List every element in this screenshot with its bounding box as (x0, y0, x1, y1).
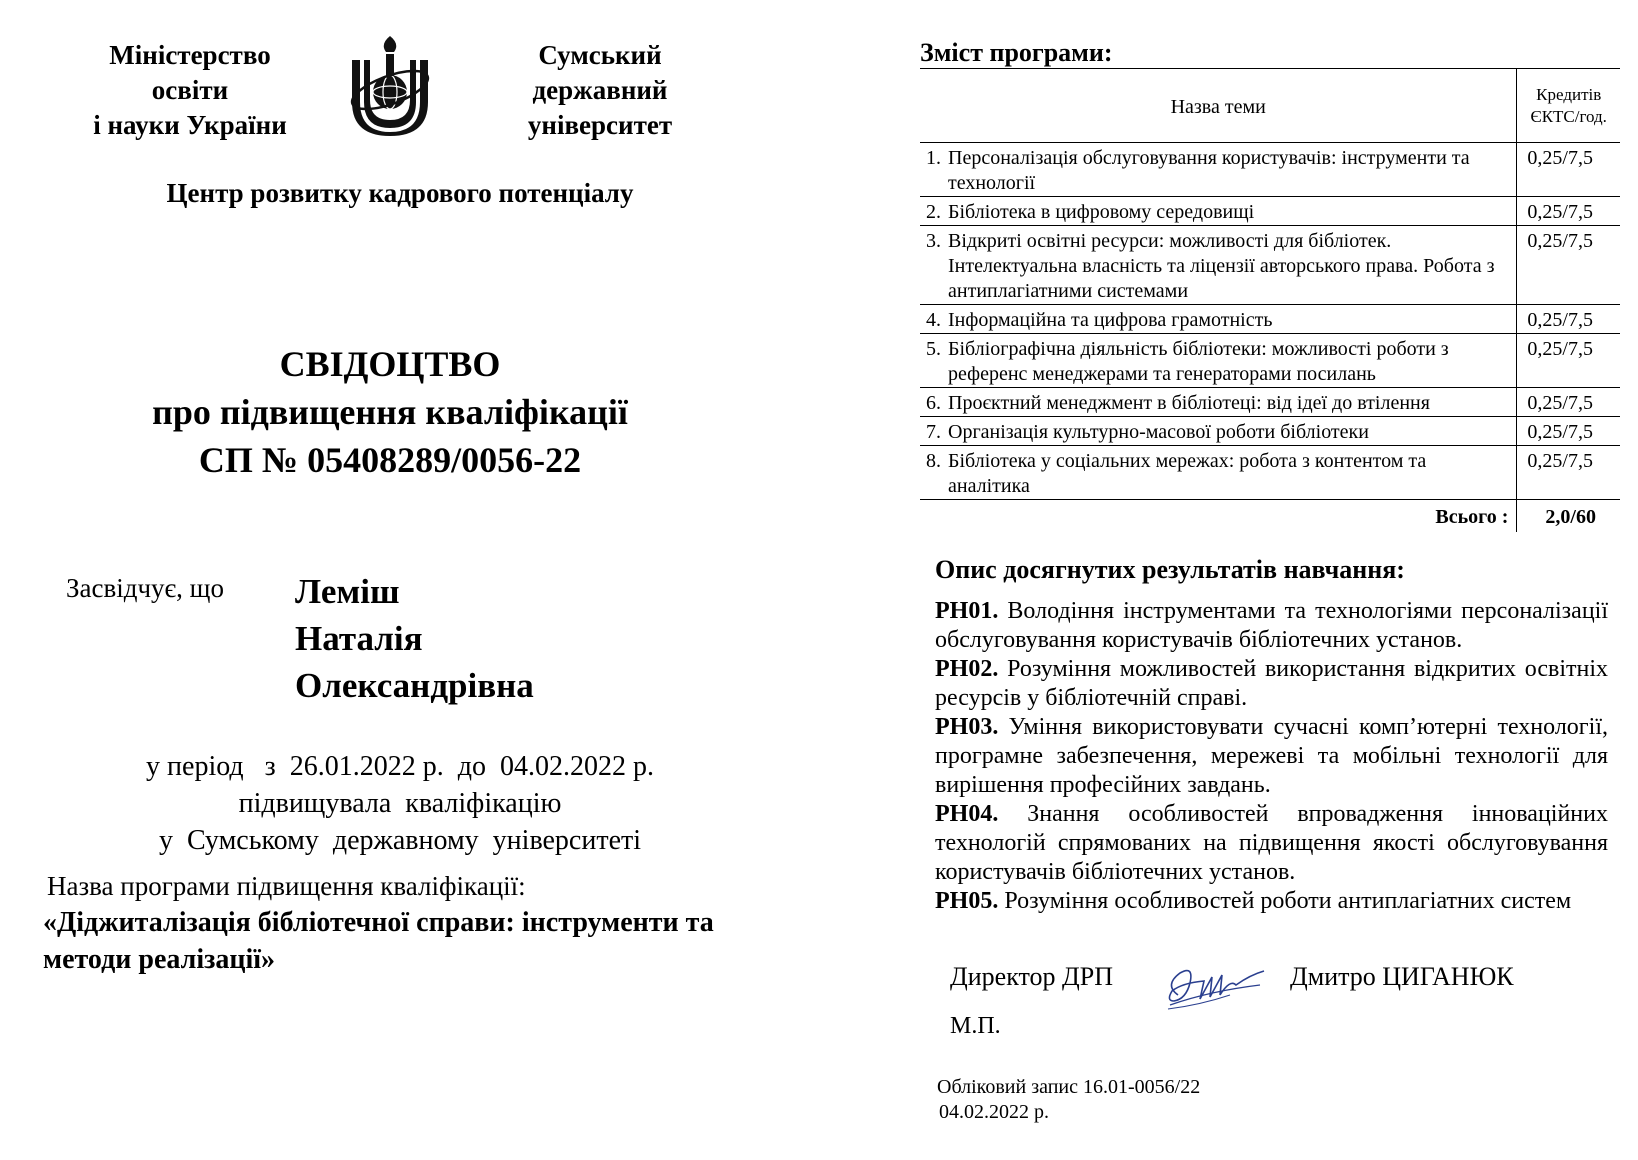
holder-first-name: Наталія (295, 619, 423, 658)
column-header-credits: Кредитів ЄКТС/год. (1517, 69, 1620, 143)
certificate-heading (60, 340, 720, 484)
topic-credits: 0,25/7,5 (1517, 143, 1620, 197)
holder-surname: Леміш (295, 572, 400, 611)
certificate-number: СП № 05408289/0056-22 (198, 440, 582, 480)
result-text: Володіння інструментами та технологіями персоналізації обслуговування користувачів бібліотечних установ. (935, 598, 1608, 653)
certificate-title: СВІДОЦТВО (279, 344, 501, 384)
topic-title: Інформаційна та цифрова грамотність (948, 309, 1273, 331)
record-number: Обліковий запис 16.01-0056/22 (937, 1076, 1201, 1098)
result-text: Уміння використовувати сучасні комп’ютерні технології, програмне забезпечення, мережеві та мобільні технології для вирішення професійних завдань. (935, 714, 1608, 798)
result-item (935, 800, 1608, 887)
total-value: 2,0/60 (1517, 500, 1620, 533)
result-code: РН01. (935, 598, 999, 624)
topic-number: 1. (926, 147, 941, 169)
university-logo-icon (340, 32, 440, 142)
column-header-topic: Назва теми (920, 69, 1517, 143)
period-action: підвищувала кваліфікацію (238, 788, 562, 819)
topic-title: Персоналізація обслуговування користувачів: інструменти та технології (948, 147, 1470, 194)
contents-table (920, 68, 1620, 532)
program-name: «Діджиталізація бібліотечної справи: інструменти та методи реалізації» (43, 907, 714, 975)
topic-number: 4. (926, 309, 941, 331)
university-name: Сумський державний університет (527, 40, 673, 140)
table-row (920, 143, 1620, 197)
result-item (935, 887, 1608, 916)
result-text: Знання особливостей впровадження інноваційних технологій спрямованих на підвищення якості обслуговування користувачів бібліотечних установ. (935, 801, 1608, 885)
ministry-name: Міністерство освіти і науки України (93, 40, 287, 140)
result-item (935, 597, 1608, 655)
certificate-subtitle: про підвищення кваліфікації (152, 392, 628, 432)
result-text: Розуміння можливостей використання відкритих освітніх ресурсів у бібліотечній справі. (935, 656, 1608, 711)
results-title: Опис досягнутих результатів навчання: (935, 555, 1405, 584)
results-list (935, 597, 1608, 916)
table-row (920, 446, 1620, 500)
topic-credits: 0,25/7,5 (1517, 388, 1620, 417)
result-code: РН05. (935, 888, 999, 914)
result-code: РН04. (935, 801, 999, 827)
certify-label: Засвідчує, що (66, 573, 224, 603)
topic-credits: 0,25/7,5 (1517, 417, 1620, 446)
topic-title: Бібліотека у соціальних мережах: робота з контентом та аналітика (948, 450, 1427, 497)
topic-credits: 0,25/7,5 (1517, 446, 1620, 500)
topic-number: 5. (926, 338, 941, 360)
topic-credits: 0,25/7,5 (1517, 226, 1620, 305)
table-row (920, 197, 1620, 226)
table-row (920, 334, 1620, 388)
result-code: РН03. (935, 714, 999, 740)
topic-title: Організація культурно-масової роботи бібліотеки (948, 421, 1369, 443)
topic-credits: 0,25/7,5 (1517, 334, 1620, 388)
topic-title: Проєктний менеджмент в бібліотеці: від ідеї до втілення (948, 392, 1430, 414)
result-item (935, 655, 1608, 713)
topic-number: 3. (926, 230, 941, 252)
result-code: РН02. (935, 656, 999, 682)
topic-number: 8. (926, 450, 941, 472)
topic-number: 7. (926, 421, 941, 443)
topic-credits: 0,25/7,5 (1517, 305, 1620, 334)
director-name: Дмитро ЦИГАНЮК (1290, 962, 1514, 991)
topic-number: 2. (926, 201, 941, 223)
holder-name (295, 568, 534, 709)
period-dates: у період з 26.01.2022 р. до 04.02.2022 р. (146, 751, 654, 782)
topic-credits: 0,25/7,5 (1517, 197, 1620, 226)
signature-icon (1160, 955, 1270, 1015)
training-period (80, 748, 720, 859)
holder-patronymic: Олександрівна (295, 666, 534, 705)
stamp-place: М.П. (950, 1013, 1001, 1039)
table-row (920, 417, 1620, 446)
topic-title: Бібліографічна діяльність бібліотеки: можливості роботи з референс менеджерами та генераторами посилань (948, 338, 1449, 385)
table-row (920, 305, 1620, 334)
topic-title: Відкриті освітні ресурси: можливості для бібліотек. Інтелектуальна власність та ліцензії авторського права. Робота з антиплагіатними системами (948, 230, 1495, 302)
contents-title: Зміст програми: (920, 38, 1113, 67)
total-label: Всього : (920, 500, 1517, 533)
period-institution: у Сумському державному університеті (158, 825, 642, 856)
topic-number: 6. (926, 392, 941, 414)
result-item (935, 713, 1608, 800)
record-date: 04.02.2022 р. (939, 1101, 1049, 1123)
result-text: Розуміння особливостей роботи антиплагіатних систем (1004, 888, 1572, 914)
total-row (920, 500, 1620, 533)
registration-record (937, 1075, 1200, 1125)
table-row (920, 388, 1620, 417)
table-row (920, 226, 1620, 305)
center-name: Центр розвитку кадрового потенціалу (166, 178, 634, 208)
topic-title: Бібліотека в цифровому середовищі (948, 201, 1255, 223)
director-position: Директор ДРП (950, 962, 1113, 991)
program-label: Назва програми підвищення кваліфікації: (47, 871, 526, 901)
